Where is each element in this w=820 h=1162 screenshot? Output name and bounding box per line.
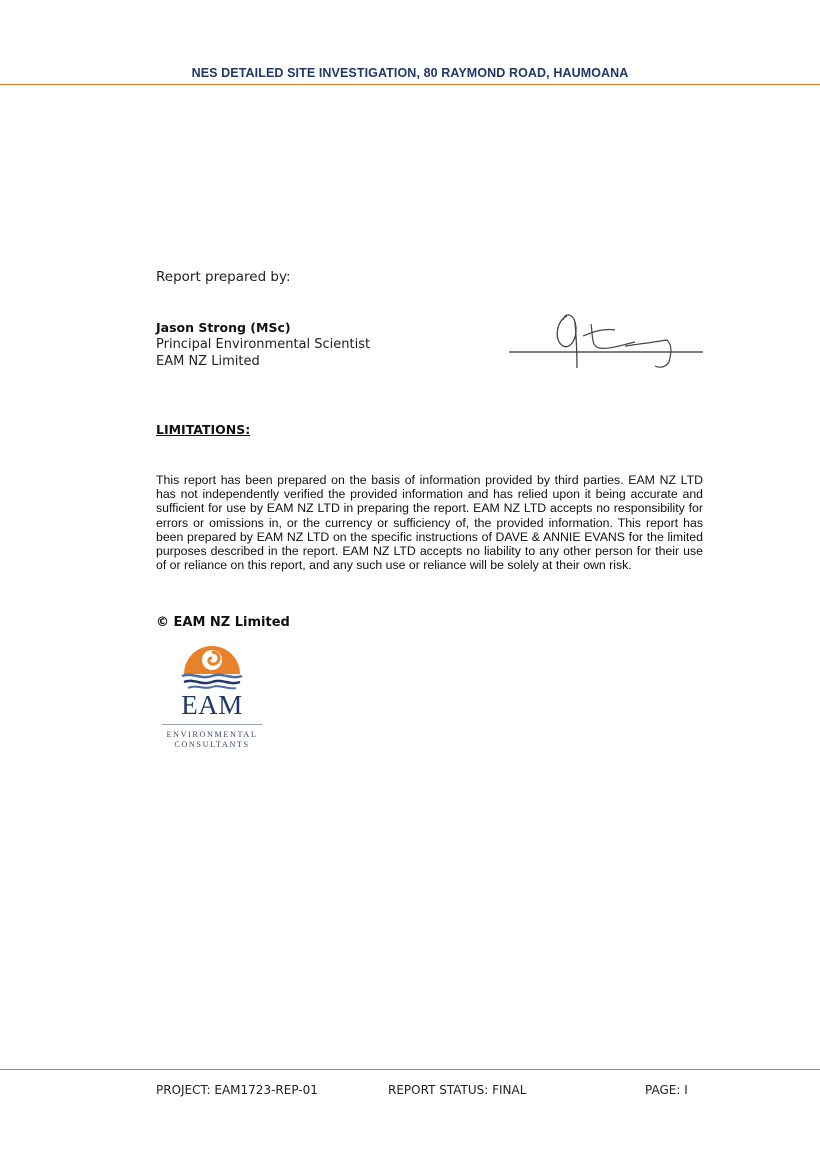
footer-page-number: PAGE: I <box>645 1083 688 1097</box>
page-header-title: NES DETAILED SITE INVESTIGATION, 80 RAYMOND ROAD, HAUMOANA <box>191 66 629 80</box>
copyright-notice: © EAM NZ Limited <box>156 615 290 630</box>
author-organisation: EAM NZ Limited <box>156 354 260 369</box>
eam-logo-subtitle-line1: ENVIRONMENTAL <box>166 730 258 739</box>
eam-wave-emblem-icon <box>180 634 244 690</box>
footer-divider <box>0 1069 820 1070</box>
eam-logo <box>156 634 268 752</box>
eam-logo-subtitle-line2: CONSULTANTS <box>174 740 250 749</box>
eam-logo-wordmark: EAM <box>181 690 243 720</box>
logo-divider <box>162 724 262 725</box>
footer-report-status: REPORT STATUS: FINAL <box>388 1083 527 1097</box>
author-name: Jason Strong (MSc) <box>156 320 291 335</box>
prepared-by-label: Report prepared by: <box>156 269 291 285</box>
footer-project-code: PROJECT: EAM1723-REP-01 <box>156 1083 318 1097</box>
header-divider <box>0 84 820 85</box>
author-role: Principal Environmental Scientist <box>156 337 371 352</box>
signature-image <box>505 306 710 376</box>
limitations-heading: LIMITATIONS: <box>156 422 251 437</box>
limitations-paragraph: This report has been prepared on the basis of information provided by third parties. EAM NZ LTD has not independently verified the provided information and has relied upon it being accurate and sufficient for use by EAM NZ LTD in preparing the report. EAM NZ LTD accepts no responsibility for errors or omissions in, or the currency or sufficiency of, the provided information. This report has been prepared by EAM NZ LTD on the specific instructions of DAVE & ANNIE EVANS for the limited purposes described in the report. EAM NZ LTD accepts no liability to any other person for their use of or reliance on this report, and any such use or reliance will be solely at their own risk. <box>156 473 703 573</box>
